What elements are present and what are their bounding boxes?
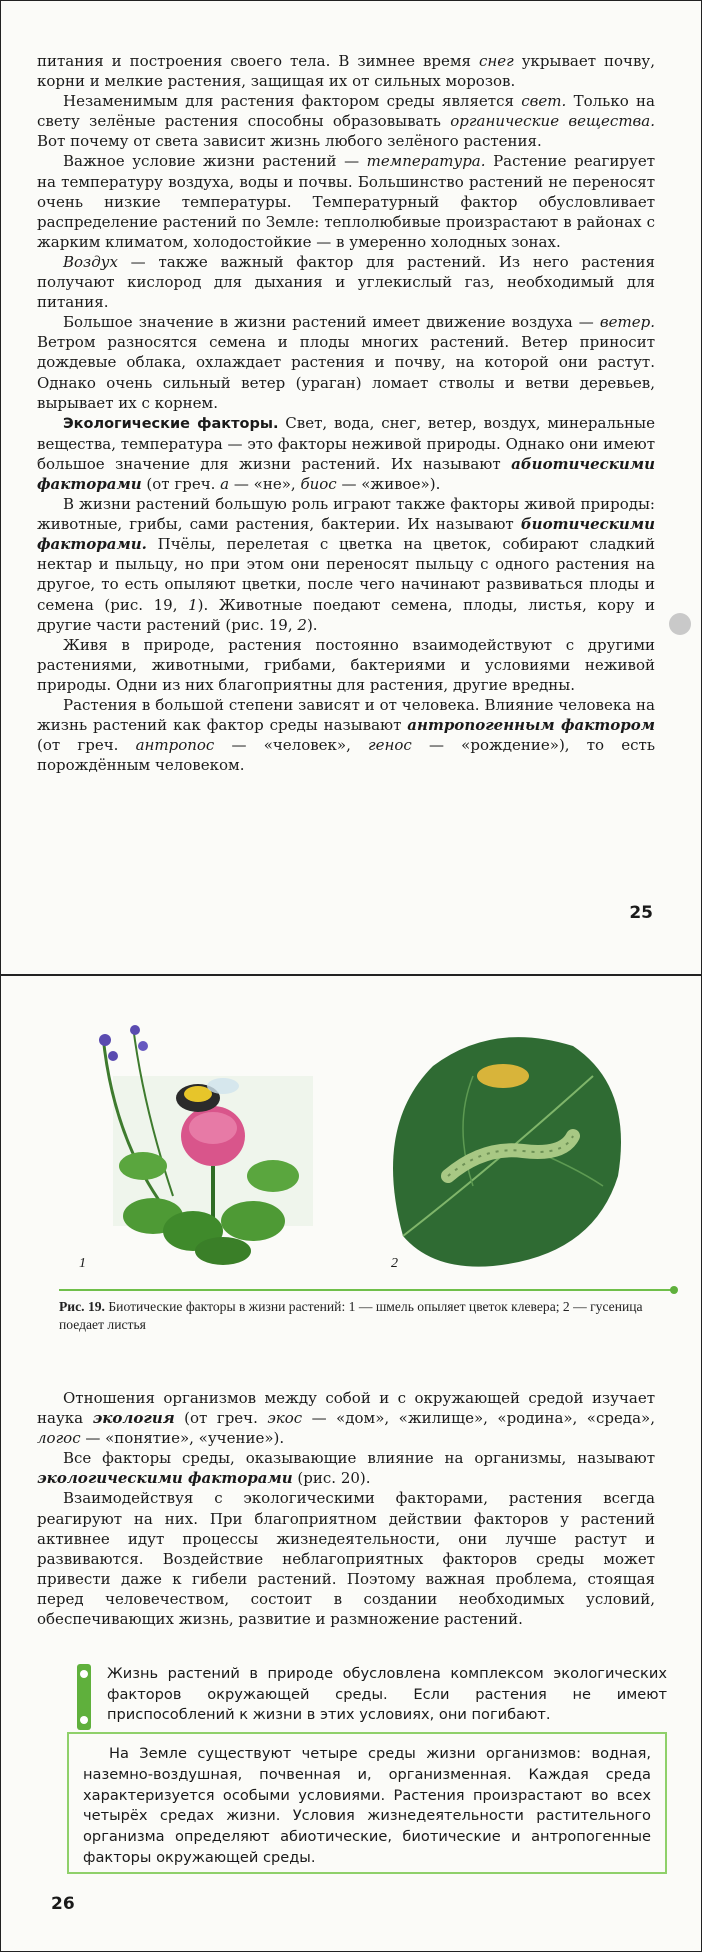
text-run: (рис. 20).: [292, 1469, 371, 1488]
text-run: свет.: [521, 92, 567, 111]
page-25: [0, 0, 702, 975]
page-number: 25: [629, 903, 653, 923]
text-run: (от греч.: [37, 736, 136, 755]
text-run: ).: [306, 615, 318, 634]
summary-text: На Земле существуют четыре среды жизни организмов: водная, наземно-воздушная, почвенная и, организменная. Каждая среда характеризуется особыми условиями. Растения произрастают во всех четырёх средах жизни. Условия жизнедеятельности растительного организма определяют абиотические, биотические и антропогенные факторы окружающей среды.: [83, 1745, 651, 1866]
text-run: — «не»,: [229, 474, 301, 493]
paragraph: [37, 151, 655, 251]
text-run: Растение реагирует на температуру воздуха, воды и почвы. Большинство растений не переносят очень низкие температуры. Температурный фактор обусловливает распределение растений по Земле: теплолюбивые произрастают в районах с жарким климатом, холодостойкие — в умеренно холодных зонах.: [37, 152, 655, 251]
text-run: антропос: [135, 736, 215, 755]
figure-label-2: 2: [391, 1256, 398, 1271]
summary-box: [67, 1732, 667, 1874]
clover-bumblebee-illustration: [99, 1025, 313, 1265]
text-run: температура.: [366, 152, 486, 171]
text-run: Растения в большой степени зависят и от человека. Влияние человека на жизнь растений как фактор среды называют: [37, 696, 655, 735]
text-run: Воздух: [63, 252, 118, 271]
figure-caption-label: Рис. 19.: [59, 1299, 105, 1314]
paragraph: [37, 51, 655, 91]
text-run: Важное условие жизни растений —: [63, 152, 367, 171]
figure-19-illustration: [73, 1016, 653, 1276]
text-run: — «дом», «жилище», «родина», «среда»,: [302, 1409, 655, 1428]
figure-label-1: 1: [79, 1256, 86, 1271]
leaf-caterpillar-illustration: [393, 1037, 621, 1267]
key-note: [107, 1664, 667, 1726]
page-25-text: [37, 51, 655, 775]
text-run: 2: [297, 615, 307, 634]
paragraph: [37, 312, 655, 412]
paragraph: [37, 1388, 655, 1448]
paragraph: [37, 695, 655, 775]
text-run: — «понятие», «учение»).: [80, 1429, 285, 1448]
text-run: абиотическими факторами: [37, 454, 655, 493]
text-run: — «рождение»), то есть порождённым человеком.: [37, 736, 655, 775]
text-run: экос: [267, 1409, 303, 1428]
page-number: 26: [51, 1894, 75, 1914]
text-run: питания и построения своего тела. В зимнее время: [37, 52, 479, 70]
paragraph: [37, 413, 655, 494]
figure-caption-text: Биотические факторы в жизни растений: 1 — шмель опыляет цветок клевера; 2 — гусеница поедает листья: [59, 1299, 643, 1332]
text-run: В жизни растений большую роль играют также факторы живой природы: животные, грибы, сами растения, бактерии. Их называют: [37, 495, 655, 534]
text-run: ). Животные поедают семена, плоды, листья, кору и другие части растений (рис. 19,: [37, 595, 655, 634]
text-run: Ветром разносятся семена и плоды многих растений. Ветер приносит дождевые облака, охлаждает растения и почву, на которой они растут. Однако очень сильный ветер (ураган) ломает стволы и ветви деревьев, вырывает их с корнем.: [37, 333, 655, 412]
paragraph: [37, 1488, 655, 1629]
scan-spot: [669, 613, 691, 635]
figure-caption: [59, 1298, 659, 1334]
text-run: антропогенным фактором: [407, 716, 655, 735]
note-marker: [77, 1664, 91, 1730]
paragraph: [37, 252, 655, 312]
figure-19: [73, 1016, 653, 1276]
text-run: — также важный фактор для растений. Из него растения получают кислород для дыхания и углекислый газ, необходимый для питания.: [37, 252, 655, 312]
text-run: логос: [37, 1429, 81, 1448]
text-run: — «человек»,: [214, 736, 369, 755]
text-run: генос: [368, 736, 412, 755]
page-26-text: [37, 1388, 655, 1629]
text-run: Взаимодействуя с экологическими факторами, растения всегда реагируют на них. При благоприятном действии факторов у растений активнее идут процессы жизнедеятельности, они лучше растут и развиваются. Воздействие неблагоприятных факторов среды может привести даже к гибели растений. Поэтому важная проблема, стоящая перед человечеством, состоит в создании необходимых условий, обеспечивающих жизнь, развитие и размножение растений.: [37, 1489, 655, 1629]
text-run: а: [220, 474, 230, 493]
page-26: [0, 975, 702, 1952]
text-run: Отношения организмов между собой и с окружающей средой изучает наука: [37, 1389, 655, 1428]
text-run: Вот почему от света зависит жизнь любого зелёного растения.: [37, 132, 542, 151]
text-run: — «живое»).: [336, 474, 441, 493]
text-run: органические вещества.: [450, 112, 655, 131]
text-run: экология: [92, 1409, 175, 1428]
paragraph: [37, 635, 655, 695]
text-run: ветер.: [599, 313, 655, 332]
text-run: Свет, вода, снег, ветер, воздух, минеральные вещества, температура — это факторы неживой природы. Однако они имеют большое значение для жизни растений. Их называют: [37, 413, 655, 473]
text-run: Незаменимым для растения фактором среды является: [63, 92, 522, 111]
text-run: (от греч.: [174, 1409, 268, 1428]
text-run: снег: [479, 52, 514, 70]
text-run: Живя в природе, растения постоянно взаимодействуют с другими растениями, животными, грибами, бактериями и условиями неживой природы. Одни из них благоприятны для растения, другие вредны.: [37, 635, 655, 694]
caption-rule: [59, 1289, 675, 1291]
text-run: 1: [188, 595, 198, 614]
paragraph: [37, 91, 655, 151]
text-run: Только на свету зелёные растения способны образовывать: [37, 92, 655, 131]
text-run: Экологические факторы.: [63, 415, 279, 432]
text-run: укрывает почву, корни и мелкие растения, защищая их от сильных морозов.: [37, 52, 656, 91]
text-run: биотическими факторами.: [37, 515, 655, 554]
text-run: биос: [300, 474, 337, 493]
key-note-text: Жизнь растений в природе обусловлена комплексом экологических факторов окружающей среды. Если растения не имеют приспособлений к жизни в этих условиях, они погибают.: [107, 1665, 667, 1723]
text-run: Большое значение в жизни растений имеет движение воздуха —: [63, 313, 600, 332]
paragraph: [37, 1448, 655, 1488]
text-run: Пчёлы, перелетая с цветка на цветок, собирают сладкий нектар и пыльцу, но при этом они переносят пыльцу с одного растения на другое, то есть опыляют цветки, после чего начинают развиваться плоды и семена (рис. 19,: [37, 535, 655, 614]
text-run: Все факторы среды, оказывающие влияние на организмы, называют: [63, 1449, 655, 1468]
paragraph: [37, 494, 655, 635]
text-run: экологическими факторами: [37, 1469, 293, 1488]
text-run: (от греч.: [141, 474, 221, 493]
